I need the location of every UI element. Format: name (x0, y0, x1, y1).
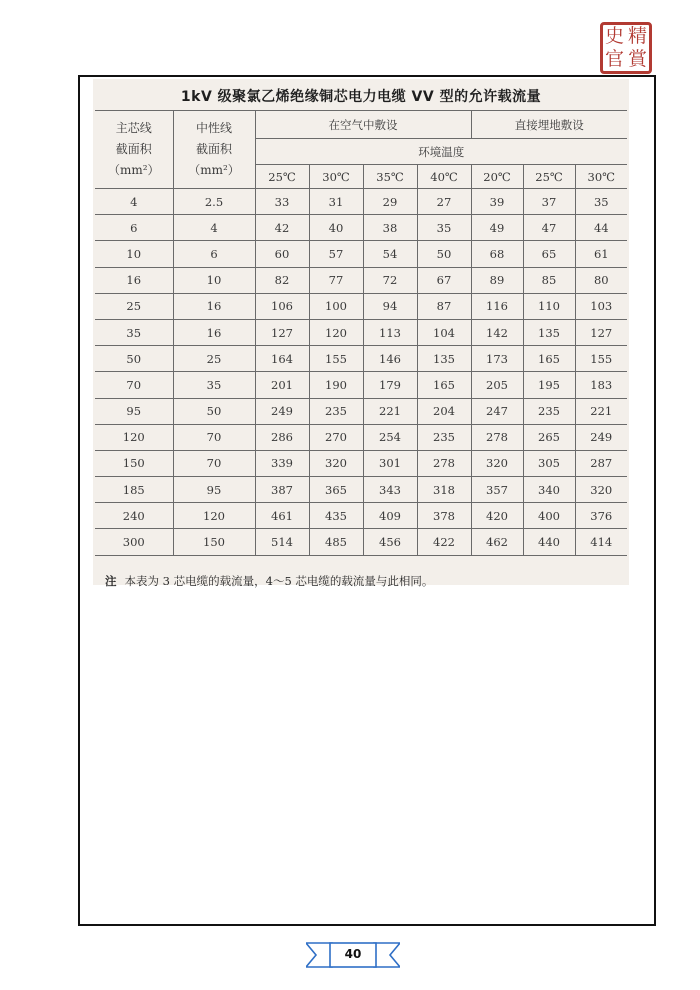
main-core-cell: 10 (95, 241, 173, 267)
header-line: 主芯线 (115, 121, 152, 135)
ampacity-cell: 77 (309, 267, 363, 293)
ampacity-cell: 110 (523, 293, 575, 319)
ampacity-cell: 340 (523, 477, 575, 503)
table-row (95, 477, 627, 503)
neutral-cell: 120 (173, 503, 255, 529)
ampacity-cell: 265 (523, 424, 575, 450)
ampacity-cell: 435 (309, 503, 363, 529)
temperature-header: 35℃ (363, 165, 417, 189)
ampacity-cell: 514 (255, 529, 309, 555)
header-neutral (173, 111, 255, 189)
ampacity-cell: 42 (255, 215, 309, 241)
header-line: （mm²） (107, 163, 160, 177)
ampacity-cell: 320 (575, 477, 627, 503)
ampacity-cell: 35 (575, 189, 627, 215)
ampacity-cell: 127 (575, 319, 627, 345)
neutral-cell: 16 (173, 293, 255, 319)
ampacity-cell: 80 (575, 267, 627, 293)
ampacity-cell: 135 (417, 346, 471, 372)
header-env-temp: 环境温度 (255, 139, 627, 165)
ampacity-cell: 387 (255, 477, 309, 503)
ampacity-cell: 249 (575, 424, 627, 450)
table-note (105, 573, 433, 589)
ampacity-cell: 57 (309, 241, 363, 267)
temperature-header: 25℃ (523, 165, 575, 189)
header-line: 中性线 (195, 121, 232, 135)
ampacity-cell: 54 (363, 241, 417, 267)
page-number-badge (306, 940, 400, 970)
ampacity-cell: 440 (523, 529, 575, 555)
header-in-air: 在空气中敷设 (255, 111, 471, 139)
ampacity-cell: 190 (309, 372, 363, 398)
ampacity-cell: 173 (471, 346, 523, 372)
table-title: 1kV 级聚氯乙烯绝缘铜芯电力电缆 VV 型的允许载流量 (180, 89, 542, 105)
ampacity-table (95, 110, 627, 556)
ampacity-cell: 165 (417, 372, 471, 398)
ampacity-cell: 320 (471, 450, 523, 476)
ampacity-cell: 33 (255, 189, 309, 215)
neutral-cell: 10 (173, 267, 255, 293)
ampacity-cell: 270 (309, 424, 363, 450)
ampacity-cell: 47 (523, 215, 575, 241)
ampacity-cell: 205 (471, 372, 523, 398)
note-label: 注 (105, 574, 117, 588)
ampacity-cell: 339 (255, 450, 309, 476)
ampacity-cell: 68 (471, 241, 523, 267)
seal-char: 史 (604, 25, 624, 47)
ampacity-cell: 235 (417, 424, 471, 450)
page-number: 40 (344, 947, 362, 961)
ampacity-cell: 204 (417, 398, 471, 424)
ampacity-cell: 278 (417, 450, 471, 476)
table-row (95, 398, 627, 424)
main-core-cell: 4 (95, 189, 173, 215)
ampacity-cell: 44 (575, 215, 627, 241)
ampacity-cell: 89 (471, 267, 523, 293)
ampacity-cell: 135 (523, 319, 575, 345)
main-core-cell: 150 (95, 450, 173, 476)
table-row (95, 267, 627, 293)
ampacity-cell: 103 (575, 293, 627, 319)
ampacity-cell: 318 (417, 477, 471, 503)
ampacity-cell: 127 (255, 319, 309, 345)
note-text: 本表为 3 芯电缆的载流量，4～5 芯电缆的载流量与此相同。 (124, 574, 434, 588)
ampacity-cell: 120 (309, 319, 363, 345)
ampacity-cell: 87 (417, 293, 471, 319)
ampacity-cell: 414 (575, 529, 627, 555)
ampacity-cell: 400 (523, 503, 575, 529)
ampacity-cell: 35 (417, 215, 471, 241)
seal-char: 官 (604, 48, 624, 70)
seal-char: 賞 (627, 48, 647, 70)
neutral-cell: 4 (173, 215, 255, 241)
ampacity-cell: 195 (523, 372, 575, 398)
ampacity-cell: 183 (575, 372, 627, 398)
ampacity-cell: 179 (363, 372, 417, 398)
main-core-cell: 70 (95, 372, 173, 398)
temperature-header: 20℃ (471, 165, 523, 189)
ampacity-cell: 72 (363, 267, 417, 293)
ampacity-cell: 104 (417, 319, 471, 345)
ampacity-cell: 462 (471, 529, 523, 555)
table-row (95, 529, 627, 555)
ampacity-cell: 65 (523, 241, 575, 267)
ampacity-cell: 420 (471, 503, 523, 529)
ampacity-cell: 146 (363, 346, 417, 372)
main-core-cell: 25 (95, 293, 173, 319)
ampacity-cell: 235 (523, 398, 575, 424)
scanned-table-region (93, 79, 629, 588)
ampacity-cell: 376 (575, 503, 627, 529)
ampacity-cell: 40 (309, 215, 363, 241)
ampacity-cell: 221 (363, 398, 417, 424)
main-core-cell: 6 (95, 215, 173, 241)
table-row (95, 372, 627, 398)
main-core-cell: 240 (95, 503, 173, 529)
ampacity-cell: 305 (523, 450, 575, 476)
ampacity-cell: 155 (309, 346, 363, 372)
seal-stamp (600, 22, 652, 74)
table-row (95, 293, 627, 319)
ampacity-cell: 67 (417, 267, 471, 293)
table-row (95, 450, 627, 476)
table-row (95, 319, 627, 345)
ampacity-cell: 221 (575, 398, 627, 424)
table-row (95, 241, 627, 267)
ampacity-cell: 100 (309, 293, 363, 319)
ampacity-cell: 485 (309, 529, 363, 555)
ampacity-cell: 286 (255, 424, 309, 450)
seal-char: 精 (627, 25, 647, 47)
main-core-cell: 185 (95, 477, 173, 503)
header-main-core (95, 111, 173, 189)
ampacity-cell: 27 (417, 189, 471, 215)
neutral-cell: 35 (173, 372, 255, 398)
ampacity-cell: 38 (363, 215, 417, 241)
table-row (95, 424, 627, 450)
ampacity-cell: 165 (523, 346, 575, 372)
ampacity-cell: 409 (363, 503, 417, 529)
main-core-cell: 16 (95, 267, 173, 293)
main-core-cell: 120 (95, 424, 173, 450)
ampacity-cell: 320 (309, 450, 363, 476)
main-core-cell: 50 (95, 346, 173, 372)
ampacity-cell: 287 (575, 450, 627, 476)
ampacity-cell: 254 (363, 424, 417, 450)
ampacity-cell: 249 (255, 398, 309, 424)
main-core-cell: 35 (95, 319, 173, 345)
temperature-header: 25℃ (255, 165, 309, 189)
table-row (95, 189, 627, 215)
ampacity-cell: 106 (255, 293, 309, 319)
ampacity-cell: 155 (575, 346, 627, 372)
ampacity-cell: 365 (309, 477, 363, 503)
header-buried: 直接埋地敷设 (471, 111, 627, 139)
ampacity-cell: 247 (471, 398, 523, 424)
ampacity-cell: 37 (523, 189, 575, 215)
temperature-header: 40℃ (417, 165, 471, 189)
ampacity-cell: 61 (575, 241, 627, 267)
ampacity-cell: 94 (363, 293, 417, 319)
ampacity-cell: 60 (255, 241, 309, 267)
ampacity-cell: 235 (309, 398, 363, 424)
ampacity-cell: 85 (523, 267, 575, 293)
ampacity-cell: 142 (471, 319, 523, 345)
ampacity-cell: 278 (471, 424, 523, 450)
ampacity-cell: 461 (255, 503, 309, 529)
neutral-cell: 2.5 (173, 189, 255, 215)
main-core-cell: 95 (95, 398, 173, 424)
ampacity-cell: 116 (471, 293, 523, 319)
ampacity-cell: 39 (471, 189, 523, 215)
temperature-header: 30℃ (309, 165, 363, 189)
header-line: 截面积 (195, 142, 232, 156)
neutral-cell: 50 (173, 398, 255, 424)
ampacity-cell: 343 (363, 477, 417, 503)
main-core-cell: 300 (95, 529, 173, 555)
header-line: （mm²） (188, 163, 240, 177)
neutral-cell: 70 (173, 424, 255, 450)
header-line: 截面积 (115, 142, 152, 156)
neutral-cell: 95 (173, 477, 255, 503)
ampacity-cell: 201 (255, 372, 309, 398)
table-row (95, 346, 627, 372)
ampacity-cell: 29 (363, 189, 417, 215)
ampacity-cell: 301 (363, 450, 417, 476)
neutral-cell: 150 (173, 529, 255, 555)
ampacity-cell: 456 (363, 529, 417, 555)
ampacity-cell: 164 (255, 346, 309, 372)
ampacity-cell: 357 (471, 477, 523, 503)
neutral-cell: 6 (173, 241, 255, 267)
ampacity-cell: 113 (363, 319, 417, 345)
ampacity-cell: 49 (471, 215, 523, 241)
neutral-cell: 25 (173, 346, 255, 372)
ampacity-cell: 82 (255, 267, 309, 293)
neutral-cell: 16 (173, 319, 255, 345)
ampacity-cell: 422 (417, 529, 471, 555)
table-row (95, 215, 627, 241)
ampacity-cell: 50 (417, 241, 471, 267)
ampacity-cell: 31 (309, 189, 363, 215)
neutral-cell: 70 (173, 450, 255, 476)
temperature-header: 30℃ (575, 165, 627, 189)
table-row (95, 503, 627, 529)
ampacity-cell: 378 (417, 503, 471, 529)
